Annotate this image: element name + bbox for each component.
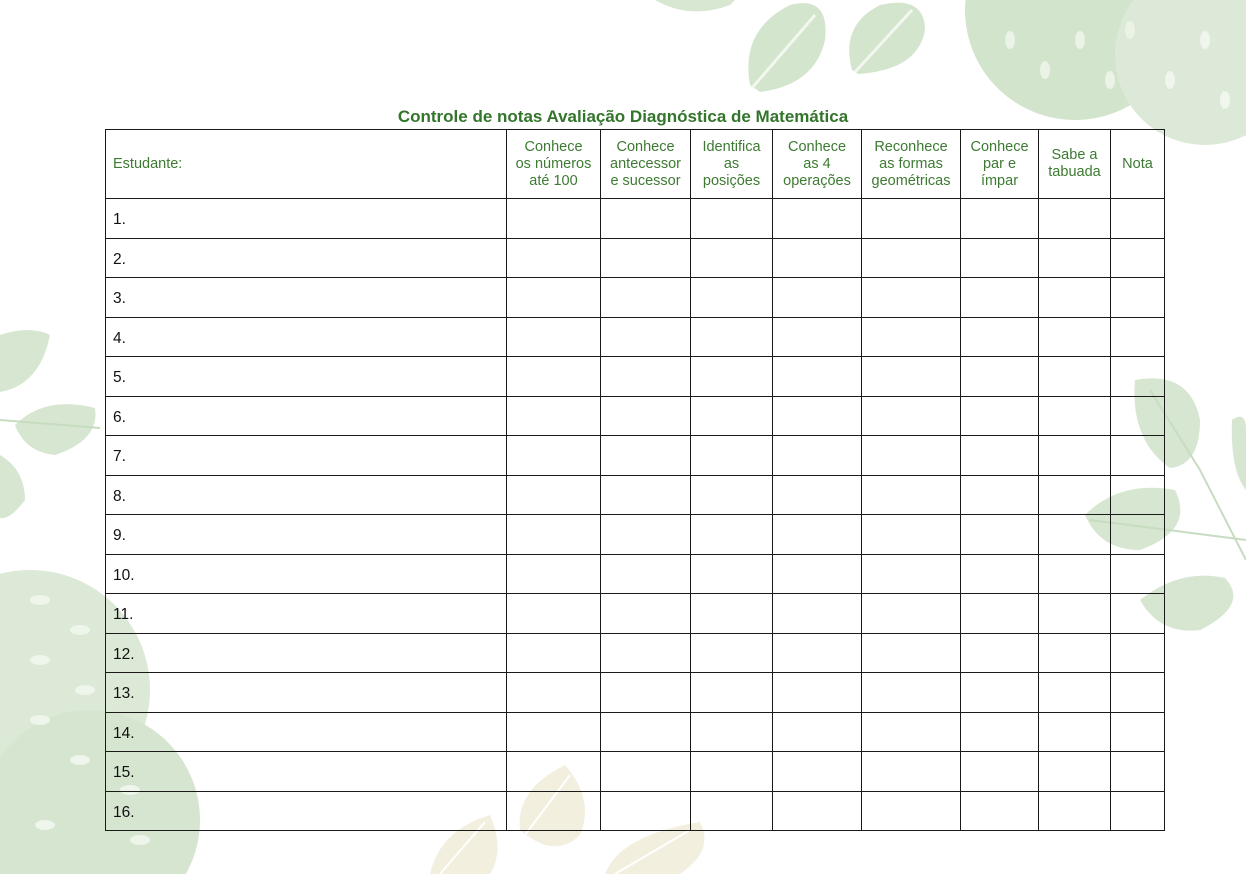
grade-cell[interactable] (862, 673, 961, 713)
student-number: 13. (106, 673, 507, 713)
grade-cell[interactable] (961, 278, 1039, 318)
grade-cell[interactable] (862, 752, 961, 792)
grade-cell[interactable] (773, 317, 862, 357)
table-row (106, 791, 1165, 831)
grade-cell[interactable] (961, 475, 1039, 515)
grade-cell[interactable] (601, 317, 691, 357)
grade-cell[interactable] (862, 199, 961, 239)
grade-cell[interactable] (691, 554, 773, 594)
grade-cell[interactable] (1039, 317, 1111, 357)
grade-cell[interactable] (1039, 396, 1111, 436)
grade-cell[interactable] (1111, 278, 1165, 318)
grade-cell[interactable] (691, 712, 773, 752)
column-header-line: as (723, 155, 740, 172)
grade-cell[interactable] (1039, 554, 1111, 594)
grade-cell[interactable] (773, 594, 862, 634)
column-header-line: as formas (879, 155, 943, 172)
grade-cell[interactable] (507, 752, 601, 792)
grade-cell[interactable] (1111, 317, 1165, 357)
student-number: 11. (106, 594, 507, 634)
grade-cell[interactable] (507, 791, 601, 831)
student-number: 4. (106, 317, 507, 357)
grade-cell[interactable] (1111, 673, 1165, 713)
column-header-2 (601, 130, 691, 199)
grade-cell[interactable] (507, 594, 601, 634)
column-header-8 (1111, 130, 1165, 199)
grade-cell[interactable] (961, 633, 1039, 673)
grade-cell[interactable] (1039, 436, 1111, 476)
grade-cell[interactable] (1111, 396, 1165, 436)
table-row (106, 633, 1165, 673)
grade-cell[interactable] (691, 396, 773, 436)
grade-cell[interactable] (691, 475, 773, 515)
grade-cell[interactable] (1111, 752, 1165, 792)
grade-cell[interactable] (961, 594, 1039, 634)
grade-cell[interactable] (691, 791, 773, 831)
grade-cell[interactable] (507, 554, 601, 594)
table-row (106, 673, 1165, 713)
grade-cell[interactable] (862, 317, 961, 357)
table-row (106, 752, 1165, 792)
table-row (106, 238, 1165, 278)
grade-cell[interactable] (1039, 752, 1111, 792)
grade-cell[interactable] (601, 791, 691, 831)
grade-cell[interactable] (691, 752, 773, 792)
page-title: Controle de notas Avaliação Diagnóstica de Matemática (397, 107, 849, 126)
grade-cell[interactable] (961, 396, 1039, 436)
column-header-4 (773, 130, 862, 199)
grade-cell[interactable] (601, 278, 691, 318)
grade-cell[interactable] (1039, 199, 1111, 239)
grade-cell[interactable] (862, 278, 961, 318)
column-header-line: ímpar (980, 172, 1019, 189)
grade-cell[interactable] (507, 199, 601, 239)
grade-cell[interactable] (773, 673, 862, 713)
grade-cell[interactable] (507, 515, 601, 555)
grade-cell[interactable] (691, 633, 773, 673)
column-header-7 (1039, 130, 1111, 199)
grade-cell[interactable] (961, 317, 1039, 357)
column-header-line: até 100 (529, 172, 578, 189)
grade-cell[interactable] (601, 475, 691, 515)
grade-cell[interactable] (773, 436, 862, 476)
grade-cell[interactable] (1039, 673, 1111, 713)
column-header-5 (862, 130, 961, 199)
grade-cell[interactable] (862, 594, 961, 634)
grade-cell[interactable] (1039, 238, 1111, 278)
grade-cell[interactable] (773, 791, 862, 831)
grade-cell[interactable] (601, 633, 691, 673)
grade-cell[interactable] (862, 554, 961, 594)
column-header-line: Sabe a (1051, 147, 1098, 163)
grade-cell[interactable] (601, 396, 691, 436)
grade-cell[interactable] (691, 199, 773, 239)
grade-cell[interactable] (1111, 238, 1165, 278)
table-row (106, 475, 1165, 515)
grade-cell[interactable] (1111, 475, 1165, 515)
student-number: 2. (106, 238, 507, 278)
grade-cell[interactable] (691, 317, 773, 357)
grade-cell[interactable] (773, 515, 862, 555)
grade-cell[interactable] (1039, 357, 1111, 397)
grade-cell[interactable] (601, 436, 691, 476)
student-number: 14. (106, 712, 507, 752)
grade-cell[interactable] (1039, 633, 1111, 673)
column-header-line: Reconhece (874, 138, 948, 155)
column-header-line: e sucessor (610, 172, 681, 189)
student-number: 3. (106, 278, 507, 318)
grade-cell[interactable] (601, 357, 691, 397)
grade-cell[interactable] (601, 515, 691, 555)
grades-table (105, 129, 1165, 831)
grade-cell[interactable] (691, 436, 773, 476)
column-header-line: geométricas (871, 172, 951, 189)
column-header-3 (691, 130, 773, 199)
grade-cell[interactable] (1039, 475, 1111, 515)
leaf-branch-left (0, 330, 100, 518)
column-header-line: par e (982, 155, 1017, 172)
grade-cell[interactable] (691, 238, 773, 278)
grade-cell[interactable] (691, 594, 773, 634)
grade-cell[interactable] (862, 396, 961, 436)
grade-cell[interactable] (773, 199, 862, 239)
grade-cell[interactable] (862, 712, 961, 752)
column-header-line: Conhece (524, 138, 583, 155)
grade-cell[interactable] (961, 199, 1039, 239)
column-header-line: posições (702, 172, 761, 189)
grade-cell[interactable] (961, 436, 1039, 476)
header-row (106, 130, 1165, 199)
grade-cell[interactable] (507, 673, 601, 713)
grade-cell[interactable] (1111, 515, 1165, 555)
student-number: 1. (106, 199, 507, 239)
grade-cell[interactable] (961, 554, 1039, 594)
student-number: 10. (106, 554, 507, 594)
grade-cell[interactable] (773, 633, 862, 673)
grade-cell[interactable] (1111, 594, 1165, 634)
grade-cell[interactable] (1111, 357, 1165, 397)
column-header-line: Nota (1122, 155, 1153, 172)
table-row (106, 317, 1165, 357)
grade-cell[interactable] (773, 475, 862, 515)
column-header-line: operações (783, 172, 851, 189)
grade-cell[interactable] (1111, 436, 1165, 476)
table-row (106, 357, 1165, 397)
grade-cell[interactable] (862, 791, 961, 831)
table-row (106, 712, 1165, 752)
student-number: 7. (106, 436, 507, 476)
grade-cell[interactable] (507, 278, 601, 318)
grade-cell[interactable] (507, 317, 601, 357)
grade-cell[interactable] (1039, 278, 1111, 318)
grade-cell[interactable] (507, 633, 601, 673)
grade-cell[interactable] (862, 436, 961, 476)
grade-cell[interactable] (961, 673, 1039, 713)
grade-cell[interactable] (507, 396, 601, 436)
grade-cell[interactable] (862, 238, 961, 278)
grade-cell[interactable] (1111, 712, 1165, 752)
grade-cell[interactable] (507, 357, 601, 397)
grade-cell[interactable] (862, 475, 961, 515)
table-row (106, 554, 1165, 594)
grade-cell[interactable] (1111, 633, 1165, 673)
column-header-line: os números (515, 155, 592, 172)
grade-cell[interactable] (773, 278, 862, 318)
grade-cell[interactable] (1039, 594, 1111, 634)
grade-cell[interactable] (507, 436, 601, 476)
grade-cell[interactable] (601, 594, 691, 634)
grade-cell[interactable] (961, 712, 1039, 752)
table-row (106, 594, 1165, 634)
grade-cell[interactable] (961, 752, 1039, 792)
student-number: 15. (106, 752, 507, 792)
grade-cell[interactable] (507, 712, 601, 752)
table-body (106, 199, 1165, 831)
column-header-6 (961, 130, 1039, 199)
grade-cell[interactable] (773, 396, 862, 436)
grade-cell[interactable] (1111, 554, 1165, 594)
grade-cell[interactable] (691, 357, 773, 397)
grade-cell[interactable] (1039, 712, 1111, 752)
column-header-line: Identifica (702, 138, 761, 155)
grade-cell[interactable] (601, 199, 691, 239)
student-number: 8. (106, 475, 507, 515)
student-number: 6. (106, 396, 507, 436)
grade-cell[interactable] (507, 238, 601, 278)
grade-cell[interactable] (862, 515, 961, 555)
column-header-1 (507, 130, 601, 199)
student-column-header: Estudante: (106, 130, 507, 199)
grade-cell[interactable] (773, 554, 862, 594)
table-row (106, 278, 1165, 318)
grade-cell[interactable] (862, 357, 961, 397)
grade-cell[interactable] (773, 712, 862, 752)
grade-cell[interactable] (601, 554, 691, 594)
student-number: 16. (106, 791, 507, 831)
table-row (106, 199, 1165, 239)
grade-cell[interactable] (961, 791, 1039, 831)
grade-cell[interactable] (601, 712, 691, 752)
grade-cell[interactable] (773, 238, 862, 278)
column-header-line: as 4 (803, 155, 831, 172)
column-header-line: Conhece (616, 138, 675, 155)
grade-cell[interactable] (1039, 515, 1111, 555)
grade-cell[interactable] (1111, 791, 1165, 831)
grade-cell[interactable] (961, 515, 1039, 555)
student-number: 5. (106, 357, 507, 397)
leaf-cluster-top-center (655, 0, 925, 92)
grade-cell[interactable] (601, 752, 691, 792)
table-row (106, 436, 1165, 476)
grade-cell[interactable] (862, 633, 961, 673)
grade-cell[interactable] (601, 673, 691, 713)
student-number: 9. (106, 515, 507, 555)
table-row (106, 396, 1165, 436)
student-number: 12. (106, 633, 507, 673)
grade-cell[interactable] (773, 357, 862, 397)
grade-cell[interactable] (773, 752, 862, 792)
column-header-line: antecessor (610, 155, 681, 172)
grade-cell[interactable] (961, 238, 1039, 278)
grade-cell[interactable] (1111, 199, 1165, 239)
grade-cell[interactable] (691, 278, 773, 318)
grade-cell[interactable] (691, 673, 773, 713)
grade-cell[interactable] (507, 475, 601, 515)
column-header-line: tabuada (1048, 164, 1101, 180)
column-header-line: Conhece (787, 138, 847, 155)
column-header-line: Conhece (970, 138, 1029, 155)
grade-cell[interactable] (1039, 791, 1111, 831)
grade-cell[interactable] (691, 515, 773, 555)
table-row (106, 515, 1165, 555)
grade-cell[interactable] (961, 357, 1039, 397)
grade-cell[interactable] (601, 238, 691, 278)
